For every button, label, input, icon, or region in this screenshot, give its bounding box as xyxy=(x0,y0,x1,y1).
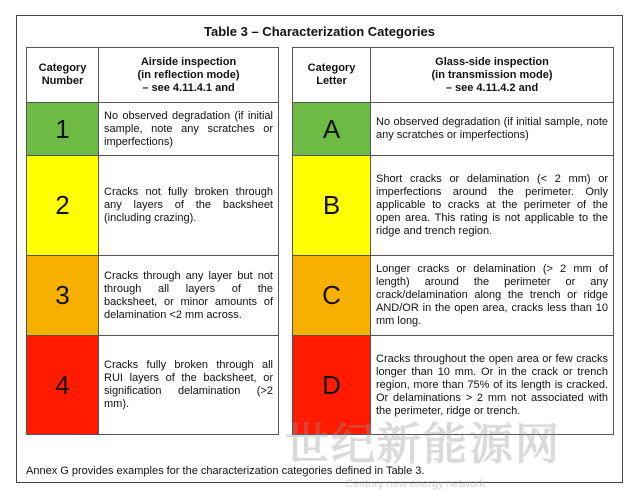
glassside-table xyxy=(292,47,614,435)
footer-note: Annex G provides examples for the characterization categories defined in Table 3. xyxy=(26,465,425,477)
category-letter-cell: B xyxy=(293,156,371,256)
category-letter-header: Category Letter xyxy=(293,48,371,103)
glassside-header-line3: – see 4.11.4.2 and xyxy=(445,81,539,94)
glassside-description: Short cracks or delamination (< 2 mm) or imperfections around the perimeter. Only applicable to cracks at the perimeter of the open area. This rating is not applicable to the ridge and trench region. xyxy=(371,156,614,256)
category-number-cell: 2 xyxy=(27,156,99,256)
category-number-cell: 4 xyxy=(27,336,99,435)
category-number-cell: 3 xyxy=(27,256,99,336)
glassside-header-line1: Glass-side inspection xyxy=(435,55,549,68)
glassside-description: Longer cracks or delamination (> 2 mm of length) around the perimeter or any crack/delamination along the trench or ridge AND/OR in the open area, cracks less than 10 mm long. xyxy=(371,256,614,336)
glassside-description: No observed degradation (if initial sample, note any scratches or imperfections) xyxy=(371,103,614,156)
category-letter-cell: C xyxy=(293,256,371,336)
category-letter-cell: A xyxy=(293,103,371,156)
watermark-logo: 世纪新能源网 xyxy=(285,419,561,470)
airside-description: Cracks not fully broken through any layers of the backsheet (including crazing). xyxy=(99,156,279,256)
airside-header-line3: – see 4.11.4.1 and xyxy=(142,81,235,94)
airside-header-line2: (in reflection mode) xyxy=(137,68,240,81)
airside-header xyxy=(99,48,279,103)
airside-description: Cracks through any layer but not through all layers of the backsheet, or minor amounts of delamination <2 mm across. xyxy=(99,256,279,336)
glassside-header xyxy=(371,48,614,103)
table-title: Table 3 – Characterization Categories xyxy=(204,24,435,39)
airside-header-line1: Airside inspection xyxy=(140,55,237,68)
airside-description: Cracks fully broken through all RUI layers of the backsheet, or signification delamination (>2 mm). xyxy=(99,336,279,435)
category-letter-cell: D xyxy=(293,336,371,435)
glassside-header-line2: (in transmission mode) xyxy=(431,68,553,81)
airside-description: No observed degradation (if initial sample, note any scratches or imperfections) xyxy=(99,103,279,156)
category-number-header: Category Number xyxy=(27,48,99,103)
watermark-subtitle: Century new energy network xyxy=(345,478,486,490)
category-number-cell: 1 xyxy=(27,103,99,156)
airside-table xyxy=(26,47,279,435)
glassside-description: Cracks throughout the open area or few cracks longer than 10 mm. Or in the crack or trench region, more than 75% of its length is cracked. Or delaminations > 2 mm not associated with the perimeter, ridge or trench. xyxy=(371,336,614,435)
